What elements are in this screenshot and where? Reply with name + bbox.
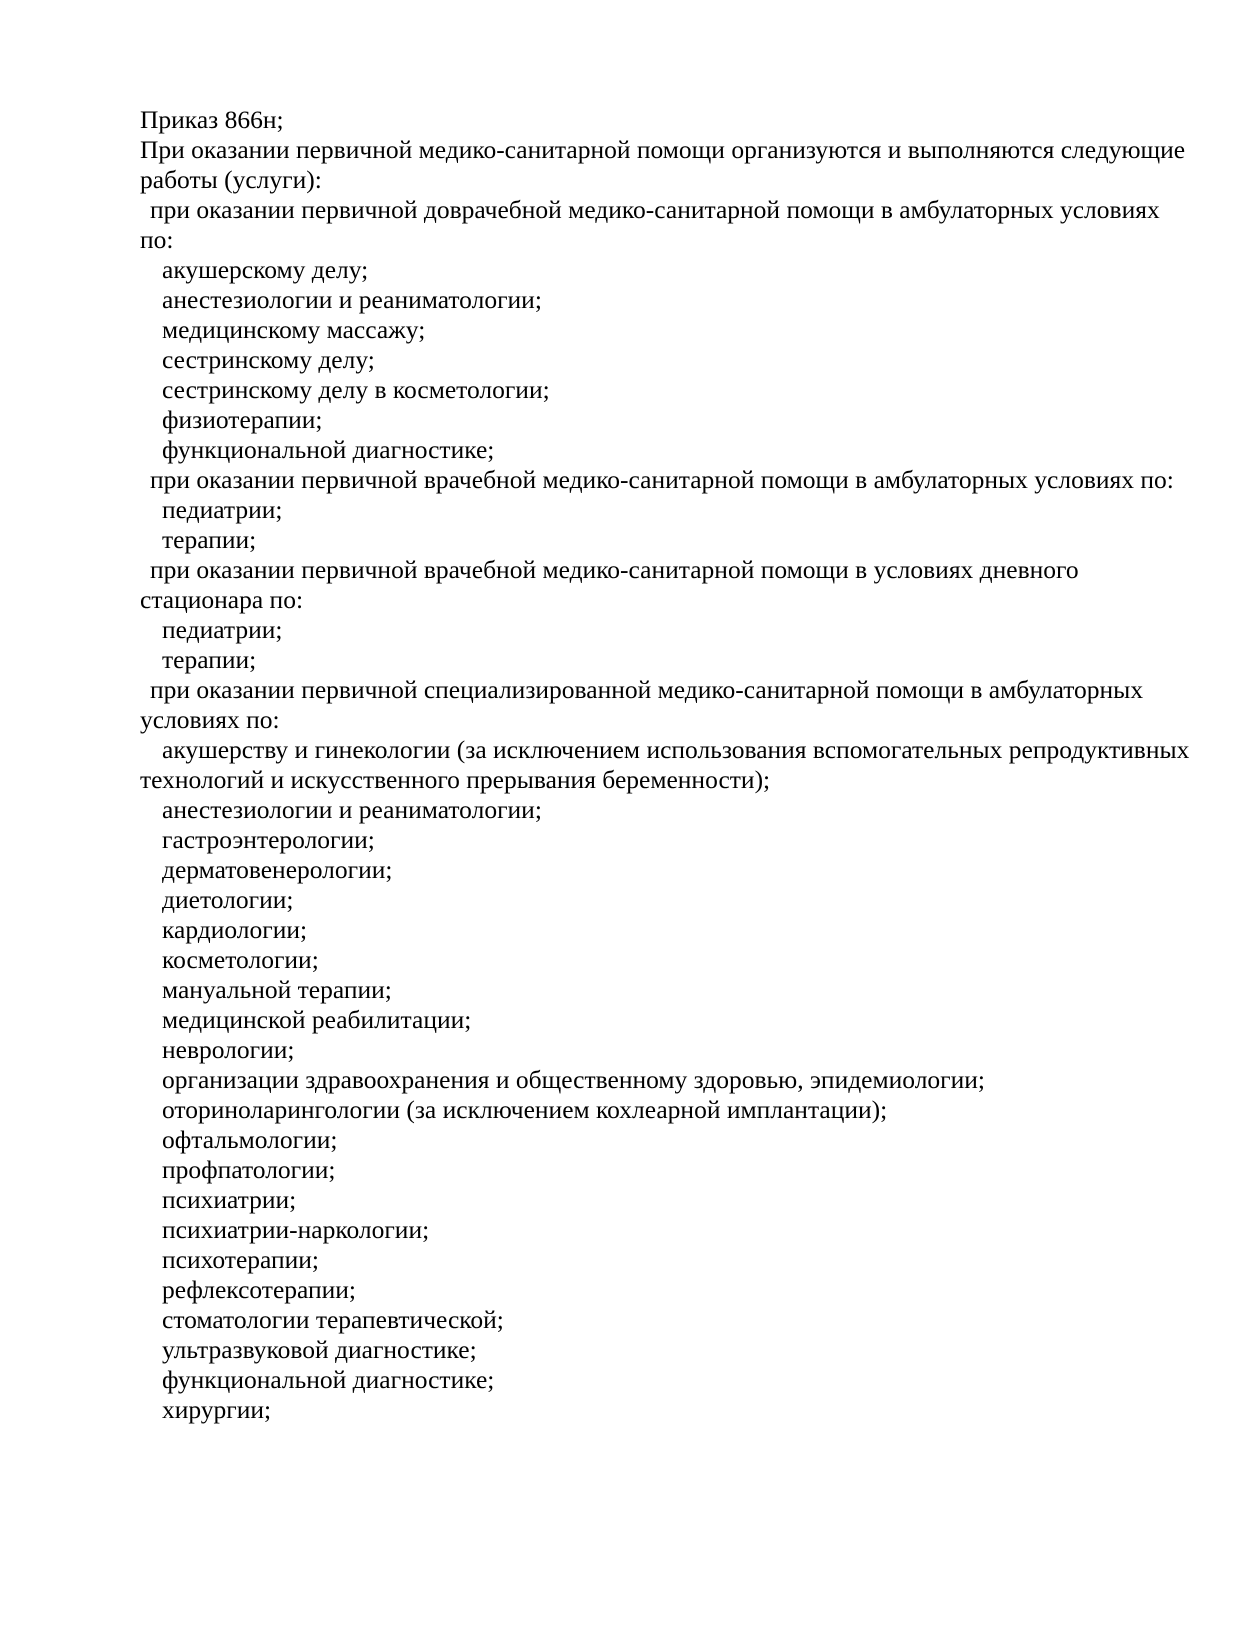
doc-line-service-item: терапии;: [162, 525, 257, 554]
doc-line-service-item: профпатологии;: [162, 1155, 336, 1184]
doc-line-section-heading: при оказании первичной доврачебной медико-санитарной помощи в амбулаторных условиях: [150, 195, 1160, 224]
document-text-block: [140, 105, 1190, 1425]
doc-line-service-item-wrap: технологий и искусственного прерывания беременности);: [140, 765, 771, 794]
doc-line-service-item: офтальмологии;: [162, 1125, 338, 1154]
doc-line-service-item: педиатрии;: [162, 615, 283, 644]
doc-line-service-item: кардиологии;: [162, 915, 308, 944]
doc-line-service-item: анестезиологии и реаниматологии;: [162, 795, 542, 824]
doc-line-service-item: акушерскому делу;: [162, 255, 369, 284]
doc-line-service-item: сестринскому делу;: [162, 345, 375, 374]
doc-line-service-item: педиатрии;: [162, 495, 283, 524]
doc-line-service-item: функциональной диагностике;: [162, 435, 495, 464]
doc-line-service-item: дерматовенерологии;: [162, 855, 393, 884]
doc-line-service-item: гастроэнтерологии;: [162, 825, 375, 854]
doc-line-service-item: рефлексотерапии;: [162, 1275, 357, 1304]
doc-line-service-item: сестринскому делу в косметологии;: [162, 375, 550, 404]
doc-line-service-item: психотерапии;: [162, 1245, 320, 1274]
doc-line-service-item: медицинской реабилитации;: [162, 1005, 472, 1034]
doc-line-service-item: хирургии;: [162, 1395, 272, 1424]
doc-line-service-item: терапии;: [162, 645, 257, 674]
doc-line-service-item: оториноларингологии (за исключением кохлеарной имплантации);: [162, 1095, 888, 1124]
doc-line-service-item: медицинскому массажу;: [162, 315, 426, 344]
doc-line-service-item: мануальной терапии;: [162, 975, 392, 1004]
doc-line-service-item: организации здравоохранения и общественному здоровью, эпидемиологии;: [162, 1065, 986, 1094]
doc-line-service-item: психиатрии;: [162, 1185, 297, 1214]
doc-line-service-item: психиатрии-наркологии;: [162, 1215, 430, 1244]
doc-line-section-heading-wrap: условиях по:: [140, 705, 280, 734]
doc-line-paragraph-wrap: работы (услуги):: [140, 165, 322, 194]
doc-line-service-item: диетологии;: [162, 885, 294, 914]
doc-line-section-heading: при оказании первичной врачебной медико-санитарной помощи в условиях дневного: [150, 555, 1079, 584]
doc-line-service-item: неврологии;: [162, 1035, 295, 1064]
doc-line-service-item: акушерству и гинекологии (за исключением использования вспомогательных репродуктивных: [162, 735, 1190, 764]
doc-line-service-item: физиотерапии;: [162, 405, 323, 434]
doc-line-section-heading-wrap: стационара по:: [140, 585, 304, 614]
doc-line-section-heading: при оказании первичной специализированной медико-санитарной помощи в амбулаторных: [150, 675, 1144, 704]
doc-line-service-item: ультразвуковой диагностике;: [162, 1335, 477, 1364]
doc-line-paragraph: При оказании первичной медико-санитарной помощи организуются и выполняются следующие: [140, 135, 1186, 164]
doc-line-service-item: стоматологии терапевтической;: [162, 1305, 504, 1334]
doc-line-order-number: Приказ 866н;: [140, 105, 284, 134]
doc-line-service-item: функциональной диагностике;: [162, 1365, 495, 1394]
doc-line-service-item: анестезиологии и реаниматологии;: [162, 285, 542, 314]
doc-line-section-heading: при оказании первичной врачебной медико-санитарной помощи в амбулаторных условиях по:: [150, 465, 1174, 494]
doc-line-section-heading-wrap: по:: [140, 225, 174, 254]
doc-line-service-item: косметологии;: [162, 945, 319, 974]
